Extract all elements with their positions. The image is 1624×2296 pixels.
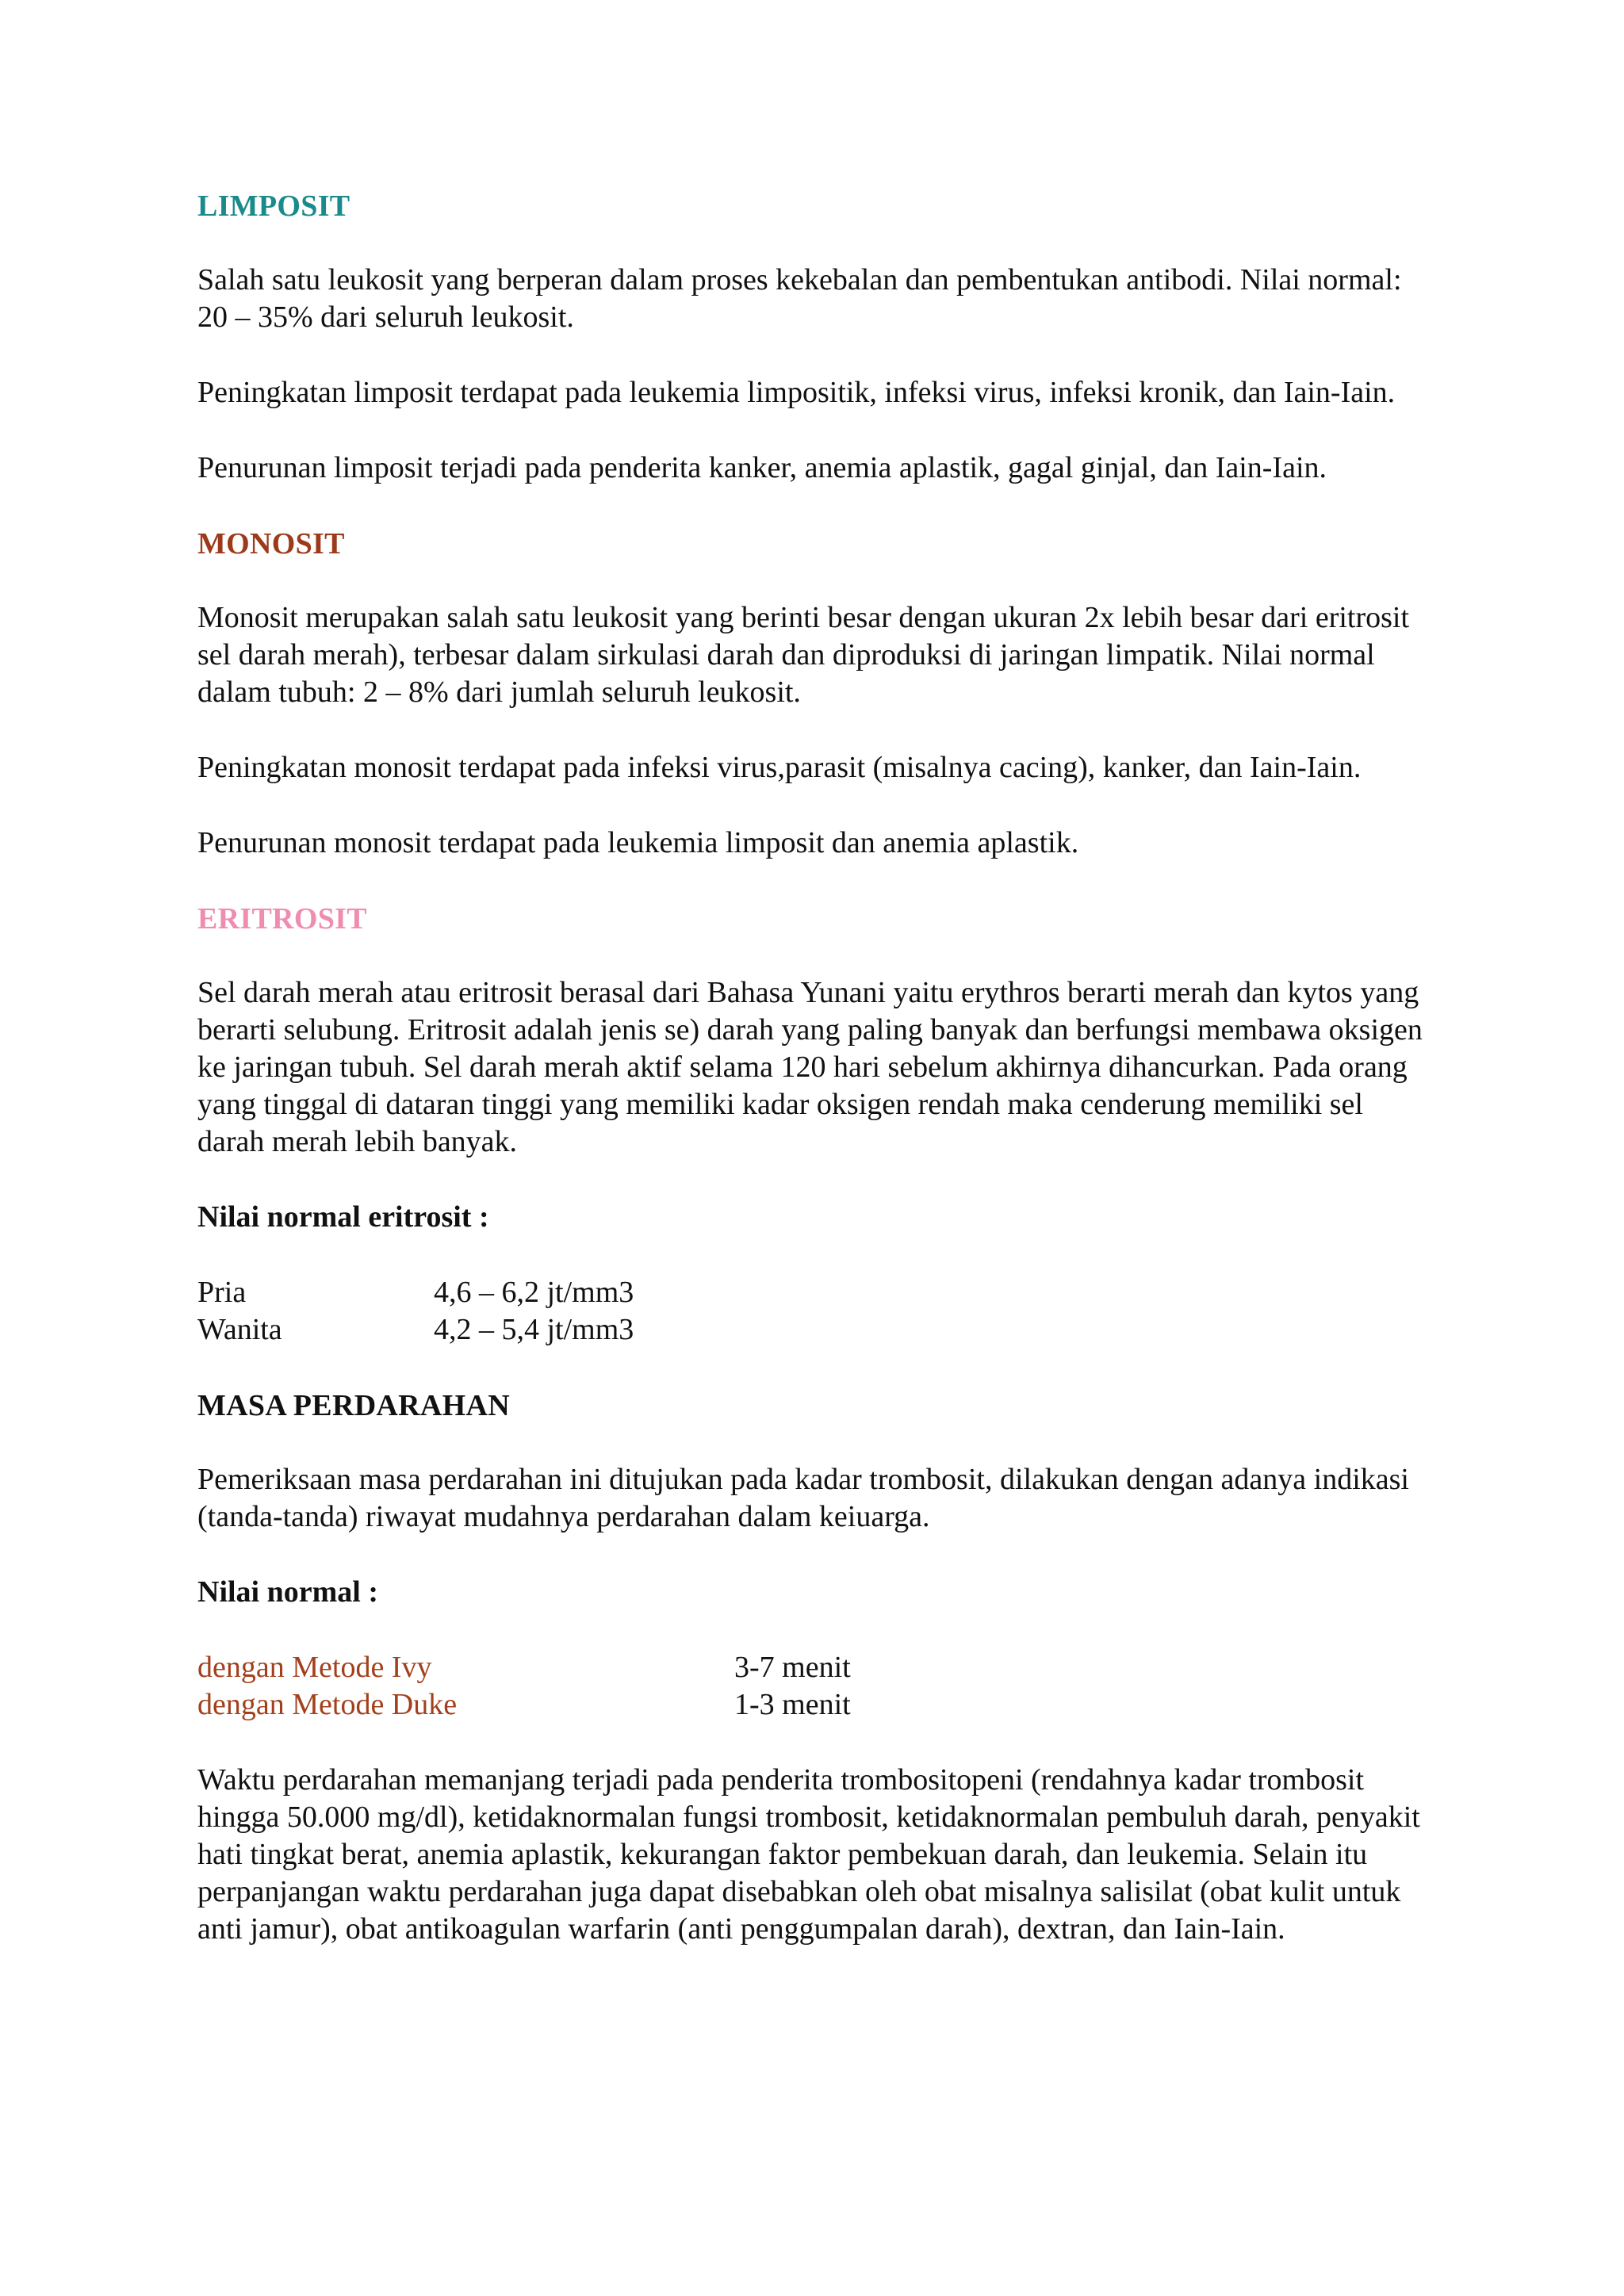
limposit-increase: Peningkatan limposit terdapat pada leukemia limpositik, infeksi virus, infeksi kronik, dan Iain-Iain. xyxy=(197,376,1396,409)
monosit-increase: Peningkatan monosit terdapat pada infeksi virus,parasit (misalnya cacing), kanker, dan Iain-Iain. xyxy=(197,751,1362,784)
method-label: dengan Metode Ivy xyxy=(197,1651,432,1684)
eritrosit-normal-label: Nilai normal eritrosit : xyxy=(197,1200,489,1234)
metode-ivy-row xyxy=(197,1649,1434,1686)
method-value: 3-7 menit xyxy=(734,1651,851,1684)
monosit-heading: MONOSIT xyxy=(197,527,345,561)
row-value: 4,2 – 5,4 jt/mm3 xyxy=(434,1313,634,1346)
limposit-heading: LIMPOSIT xyxy=(197,189,350,223)
eritrosit-normal-values xyxy=(197,1274,1434,1349)
row-label: Wanita xyxy=(197,1313,282,1346)
metode-duke-row xyxy=(197,1686,1434,1724)
limposit-decrease: Penurunan limposit terjadi pada penderita kanker, anemia aplastik, gagal ginjal, dan Iain-Iain. xyxy=(197,451,1327,484)
row-label: Pria xyxy=(197,1276,247,1309)
eritrosit-definition: Sel darah merah atau eritrosit berasal dari Bahasa Yunani yaitu erythros berarti merah dan kytos yang berarti selubung. Eritrosit adalah jenis se) darah yang paling banyak dan berfungsi membawa oksigen ke jaringan tubuh. Sel darah merah aktif selama 120 hari sebelum akhirnya dihancurkan. Pada orang yang tinggal di dataran tinggi yang memiliki kadar oksigen rendah maka cenderung memiliki sel darah merah lebih banyak. xyxy=(197,976,1423,1158)
masa-perdarahan-normal-values xyxy=(197,1649,1434,1724)
monosit-definition: Monosit merupakan salah satu leukosit yang berinti besar dengan ukuran 2x lebih besar dari eritrosit sel darah merah), terbesar dalam sirkulasi darah dan diproduksi di jaringan limpatik. Nilai normal dalam tubuh: 2 – 8% dari jumlah seluruh leukosit. xyxy=(197,601,1410,709)
eritrosit-heading: ERITROSIT xyxy=(197,902,367,936)
eritrosit-row-pria xyxy=(197,1274,1434,1311)
limposit-definition: Salah satu leukosit yang berperan dalam proses kekebalan dan pembentukan antibodi. Nilai normal: 20 – 35% dari seluruh leukosit. xyxy=(197,263,1402,334)
masa-perdarahan-prolonged: Waktu perdarahan memanjang terjadi pada penderita trombositopeni (rendahnya kadar trombosit hingga 50.000 mg/dl), ketidaknormalan fungsi trombosit, ketidaknormalan pembuluh darah, penyakit hati tingkat berat, anemia aplastik, kekurangan faktor pembekuan darah, dan leukemia. Selain itu perpanjangan waktu perdarahan juga dapat disebabkan oleh obat misalnya salisilat (obat kulit untuk anti jamur), obat antikoagulan warfarin (anti penggumpalan darah), dextran, dan Iain-Iain. xyxy=(197,1763,1420,1946)
document-content xyxy=(197,187,1434,1948)
eritrosit-row-wanita xyxy=(197,1311,1434,1349)
row-value: 4,6 – 6,2 jt/mm3 xyxy=(434,1276,634,1309)
method-label: dengan Metode Duke xyxy=(197,1688,458,1721)
monosit-decrease: Penurunan monosit terdapat pada leukemia limposit dan anemia aplastik. xyxy=(197,826,1079,859)
masa-perdarahan-heading: MASA PERDARAHAN xyxy=(197,1389,510,1422)
masa-perdarahan-definition: Pemeriksaan masa perdarahan ini ditujukan pada kadar trombosit, dilakukan dengan adanya indikasi (tanda-tanda) riwayat mudahnya perdarahan dalam keiuarga. xyxy=(197,1463,1409,1533)
method-value: 1-3 menit xyxy=(734,1688,851,1721)
masa-perdarahan-normal-label: Nilai normal : xyxy=(197,1575,378,1609)
